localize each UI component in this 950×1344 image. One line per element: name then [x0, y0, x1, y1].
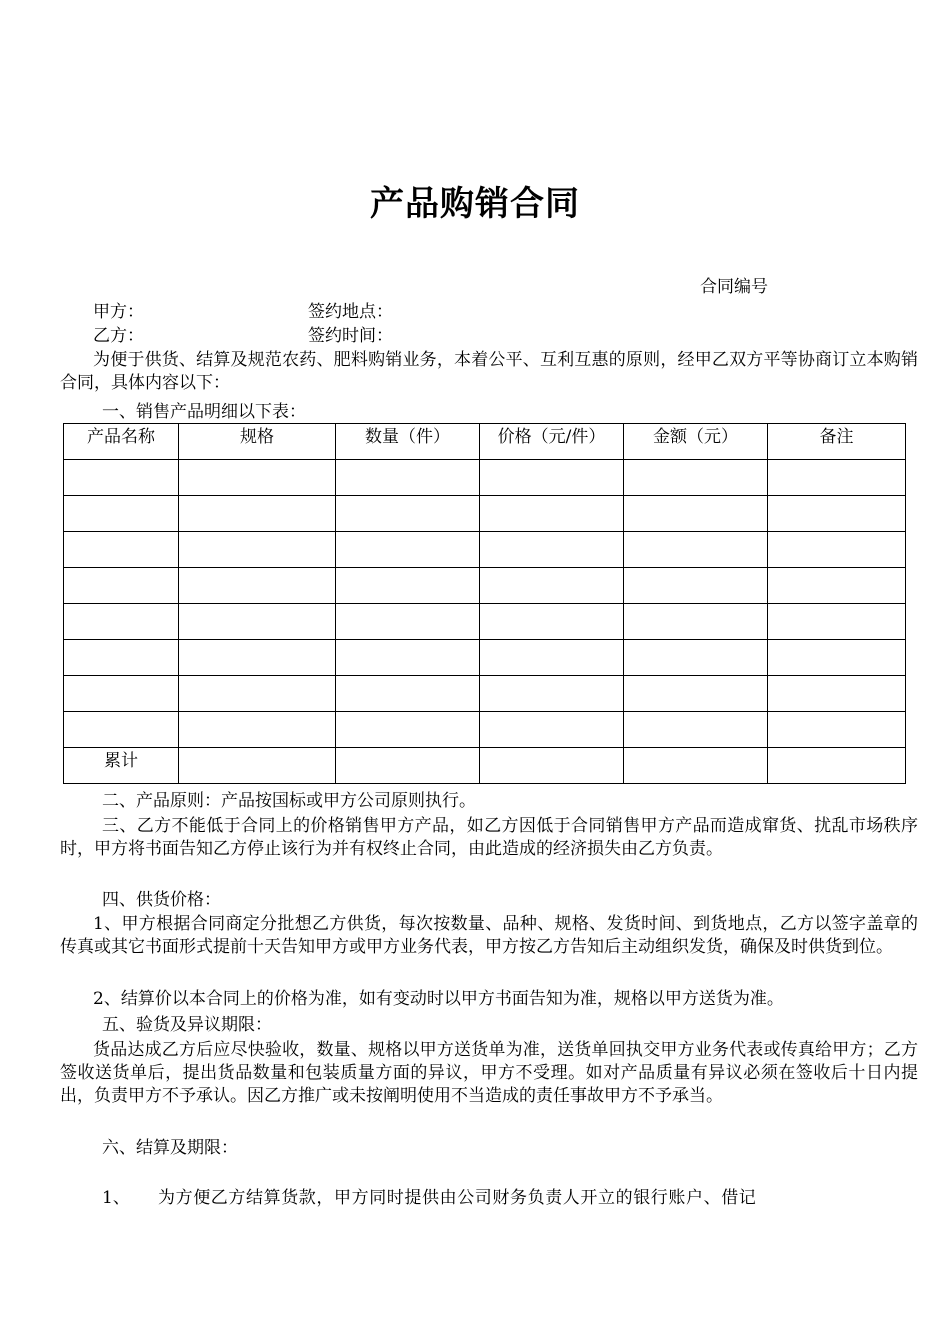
product-table	[63, 423, 906, 784]
contract-number-label: 合同编号	[700, 277, 768, 297]
table-cell[interactable]	[336, 460, 480, 496]
section-6-heading: 六、结算及期限：	[102, 1138, 238, 1158]
table-cell[interactable]	[179, 748, 336, 784]
table-cell[interactable]	[336, 748, 480, 784]
header-quantity: 数量（件）	[336, 424, 480, 460]
header-remarks: 备注	[768, 424, 906, 460]
table-cell[interactable]	[64, 532, 179, 568]
table-cell[interactable]	[480, 568, 624, 604]
table-cell[interactable]	[768, 748, 906, 784]
table-cell[interactable]	[624, 604, 768, 640]
section-2: 二、产品原则：产品按国标或甲方公司原则执行。	[102, 791, 476, 811]
table-cell[interactable]	[624, 568, 768, 604]
table-cell[interactable]	[768, 604, 906, 640]
table-cell[interactable]	[624, 676, 768, 712]
table-cell[interactable]	[624, 640, 768, 676]
table-cell[interactable]	[336, 712, 480, 748]
table-cell[interactable]	[480, 676, 624, 712]
table-cell[interactable]	[64, 712, 179, 748]
table-row	[64, 532, 906, 568]
header-amount: 金额（元）	[624, 424, 768, 460]
section-5-heading: 五、验货及异议期限：	[102, 1015, 272, 1035]
table-cell[interactable]	[64, 568, 179, 604]
section-4-item-1: 1、甲方根据合同商定分批想乙方供货，每次按数量、品种、规格、发货时间、到货地点，乙方以签字盖章的传真或其它书面形式提前十天告知甲方或甲方业务代表，甲方按乙方告知后主动组织发货，确保及时供货到位。	[60, 914, 918, 957]
section-6-item-1: 为方便乙方结算货款，甲方同时提供由公司财务负责人开立的银行账户、借记	[158, 1188, 757, 1208]
table-cell[interactable]	[179, 496, 336, 532]
table-cell[interactable]	[64, 496, 179, 532]
table-cell[interactable]	[336, 640, 480, 676]
table-cell[interactable]	[179, 640, 336, 676]
table-cell[interactable]	[336, 532, 480, 568]
table-cell[interactable]	[336, 496, 480, 532]
table-total-row	[64, 748, 906, 784]
section-5-body: 货品达成乙方后应尽快验收，数量、规格以甲方送货单为准，送货单回执交甲方业务代表或传真给甲方；乙方签收送货单后，提出货品数量和包装质量方面的异议，甲方不受理。如对产品质量有异议必须在签收后十日内提出，负责甲方不予承认。因乙方推广或未按阐明使用不当造成的责任事故甲方不予承当。	[60, 1040, 918, 1106]
table-cell[interactable]	[179, 460, 336, 496]
table-cell[interactable]	[768, 496, 906, 532]
section-4-item-2: 2、结算价以本合同上的价格为准，如有变动时以甲方书面告知为准，规格以甲方送货为准。	[93, 989, 784, 1009]
table-cell[interactable]	[768, 532, 906, 568]
header-price: 价格（元/件）	[480, 424, 624, 460]
party-a-label: 甲方：	[93, 302, 144, 322]
table-cell[interactable]	[768, 712, 906, 748]
table-header-row	[64, 424, 906, 460]
table-cell[interactable]	[179, 676, 336, 712]
table-cell[interactable]	[336, 676, 480, 712]
table-row	[64, 496, 906, 532]
sign-time-label: 签约时间：	[308, 326, 393, 346]
table-row	[64, 676, 906, 712]
section-6-item-1-number: 1、	[102, 1188, 130, 1208]
table-row	[64, 640, 906, 676]
sign-place-label: 签约地点：	[308, 302, 393, 322]
table-cell[interactable]	[768, 640, 906, 676]
table-cell[interactable]	[179, 568, 336, 604]
table-row	[64, 712, 906, 748]
table-row	[64, 604, 906, 640]
table-cell[interactable]	[768, 676, 906, 712]
table-cell[interactable]	[624, 748, 768, 784]
table-cell[interactable]	[64, 640, 179, 676]
header-spec: 规格	[179, 424, 336, 460]
table-cell[interactable]	[179, 604, 336, 640]
table-cell[interactable]	[480, 532, 624, 568]
table-cell[interactable]	[768, 460, 906, 496]
party-b-label: 乙方：	[93, 326, 144, 346]
table-row	[64, 568, 906, 604]
section-4-heading: 四、供货价格：	[102, 890, 221, 910]
table-cell[interactable]	[336, 568, 480, 604]
table-row	[64, 460, 906, 496]
table-cell[interactable]	[624, 460, 768, 496]
table-cell[interactable]	[624, 496, 768, 532]
table-cell[interactable]	[64, 604, 179, 640]
table-cell[interactable]	[64, 460, 179, 496]
table-cell[interactable]	[480, 496, 624, 532]
table-cell[interactable]	[480, 604, 624, 640]
page-title: 产品购销合同	[370, 184, 580, 224]
section-1-heading: 一、销售产品明细以下表：	[102, 402, 306, 422]
table-cell[interactable]	[179, 532, 336, 568]
table-cell[interactable]	[768, 568, 906, 604]
table-cell[interactable]	[179, 712, 336, 748]
table-cell[interactable]	[480, 748, 624, 784]
table-cell[interactable]	[624, 712, 768, 748]
section-3: 三、乙方不能低于合同上的价格销售甲方产品，如乙方因低于合同销售甲方产品而造成窜货、扰乱市场秩序时，甲方将书面告知乙方停止该行为并有权终止合同，由此造成的经济损失由乙方负责。	[60, 816, 918, 859]
table-cell[interactable]	[480, 640, 624, 676]
total-label: 累计	[64, 748, 179, 784]
table-cell[interactable]	[480, 460, 624, 496]
intro-paragraph: 为便于供货、结算及规范农药、肥料购销业务，本着公平、互利互惠的原则，经甲乙双方平等协商订立本购销合同，具体内容以下：	[60, 350, 918, 393]
header-product-name: 产品名称	[64, 424, 179, 460]
table-cell[interactable]	[624, 532, 768, 568]
table-cell[interactable]	[480, 712, 624, 748]
table-cell[interactable]	[64, 676, 179, 712]
table-cell[interactable]	[336, 604, 480, 640]
